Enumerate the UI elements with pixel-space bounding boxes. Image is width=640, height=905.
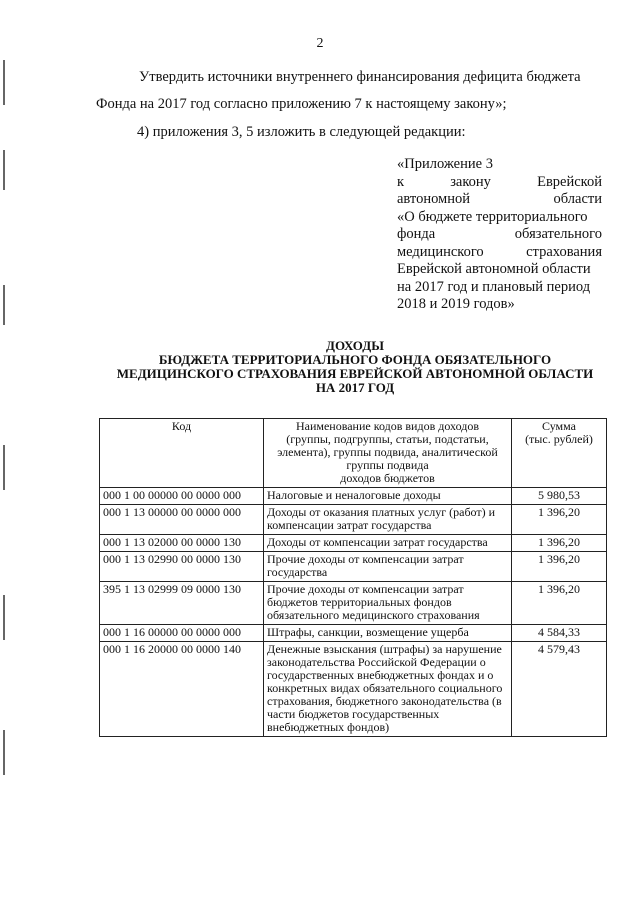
- appendix-word: к: [397, 173, 405, 190]
- cell-name: Доходы от оказания платных услуг (работ) и компенсации затрат государства: [264, 505, 512, 535]
- appendix-line: [397, 244, 602, 262]
- header-line: Наименование кодов видов доходов: [295, 419, 480, 433]
- revenue-table: [99, 418, 607, 737]
- paragraph-line: Утвердить источники внутреннего финансирования дефицита бюджета: [139, 69, 581, 85]
- heading-line: МЕДИЦИНСКОГО СТРАХОВАНИЯ ЕВРЕЙСКОЙ АВТОНОМНОЙ ОБЛАСТИ: [116, 366, 594, 381]
- cell-code: 000 1 13 00000 00 0000 000: [100, 505, 264, 535]
- heading-line: БЮДЖЕТА ТЕРРИТОРИАЛЬНОГО ФОНДА ОБЯЗАТЕЛЬНОГО: [158, 352, 552, 367]
- table-header-row: [100, 419, 607, 488]
- header-line: (группы, подгруппы, статьи, подстатьи,: [286, 432, 489, 446]
- appendix-line: Еврейской автономной области: [397, 261, 591, 277]
- scan-mark: [3, 285, 5, 325]
- cell-sum: 1 396,20: [512, 552, 607, 582]
- appendix-word: автономной: [397, 191, 470, 207]
- cell-code: 000 1 16 00000 00 0000 000: [100, 625, 264, 642]
- scan-mark: [3, 730, 5, 775]
- table-row: [100, 642, 607, 737]
- table-row: [100, 625, 607, 642]
- header-line: (тыс. рублей): [525, 432, 593, 446]
- appendix-line: [397, 191, 602, 209]
- column-header-code: Код: [100, 419, 264, 488]
- cell-name: Прочие доходы от компенсации затрат государства: [264, 552, 512, 582]
- appendix-line: на 2017 год и плановый период: [397, 278, 591, 295]
- cell-code: 000 1 13 02000 00 0000 130: [100, 535, 264, 552]
- table-row: [100, 552, 607, 582]
- heading-line: ДОХОДЫ: [326, 338, 384, 353]
- cell-name: Доходы от компенсации затрат государства: [264, 535, 512, 552]
- cell-name: Штрафы, санкции, возмещение ущерба: [264, 625, 512, 642]
- scan-mark: [3, 150, 5, 190]
- header-line: элемента), группы подвида, аналитической: [277, 445, 498, 459]
- heading-line: НА 2017 ГОД: [315, 380, 395, 395]
- cell-code: 395 1 13 02999 09 0000 130: [100, 582, 264, 625]
- appendix-line: «Приложение 3: [397, 156, 493, 172]
- appendix-line: «О бюджете территориального: [397, 208, 588, 225]
- appendix-word: страхования: [526, 243, 602, 260]
- header-line: доходов бюджетов: [340, 471, 435, 485]
- document-heading: [100, 339, 610, 395]
- paragraph-line: 4) приложения 3, 5 изложить в следующей редакции:: [137, 124, 466, 140]
- table-row: [100, 505, 607, 535]
- appendix-line: [397, 226, 602, 244]
- cell-sum: 1 396,20: [512, 582, 607, 625]
- table-row: [100, 488, 607, 505]
- cell-name: Денежные взыскания (штрафы) за нарушение законодательства Российской Федерации о государственных внебюджетных фондах и о конкретных видах обязательного социального страхования, бюджетного законодательства (в части бюджетов государственных внебюджетных фондов): [264, 642, 512, 737]
- cell-sum: 4 584,33: [512, 625, 607, 642]
- appendix-word: обязательного: [514, 226, 602, 242]
- scan-mark: [3, 595, 5, 640]
- table-row: [100, 535, 607, 552]
- column-header-sum: [512, 419, 607, 488]
- header-line: Сумма: [542, 419, 576, 433]
- appendix-reference: [397, 156, 602, 314]
- scan-mark: [3, 445, 5, 490]
- page-number: 2: [316, 36, 324, 51]
- appendix-word: области: [553, 191, 602, 207]
- scan-mark: [3, 60, 5, 105]
- appendix-word: закону: [450, 173, 491, 190]
- appendix-word: медицинского: [397, 243, 484, 260]
- paragraph-line: Фонда на 2017 год согласно приложению 7 к настоящему закону»;: [96, 96, 507, 112]
- cell-sum: 4 579,43: [512, 642, 607, 737]
- cell-code: 000 1 13 02990 00 0000 130: [100, 552, 264, 582]
- cell-sum: 5 980,53: [512, 488, 607, 505]
- appendix-word: фонда: [397, 226, 436, 242]
- table-row: [100, 582, 607, 625]
- column-header-name: [264, 419, 512, 488]
- cell-code: 000 1 00 00000 00 0000 000: [100, 488, 264, 505]
- cell-code: 000 1 16 20000 00 0000 140: [100, 642, 264, 737]
- cell-name: Налоговые и неналоговые доходы: [264, 488, 512, 505]
- appendix-line: [397, 174, 602, 192]
- header-line: группы подвида: [346, 458, 429, 472]
- cell-sum: 1 396,20: [512, 535, 607, 552]
- appendix-line: 2018 и 2019 годов»: [397, 296, 515, 312]
- cell-sum: 1 396,20: [512, 505, 607, 535]
- appendix-word: Еврейской: [537, 173, 602, 190]
- cell-name: Прочие доходы от компенсации затрат бюджетов территориальных фондов обязательного медицинского страхования: [264, 582, 512, 625]
